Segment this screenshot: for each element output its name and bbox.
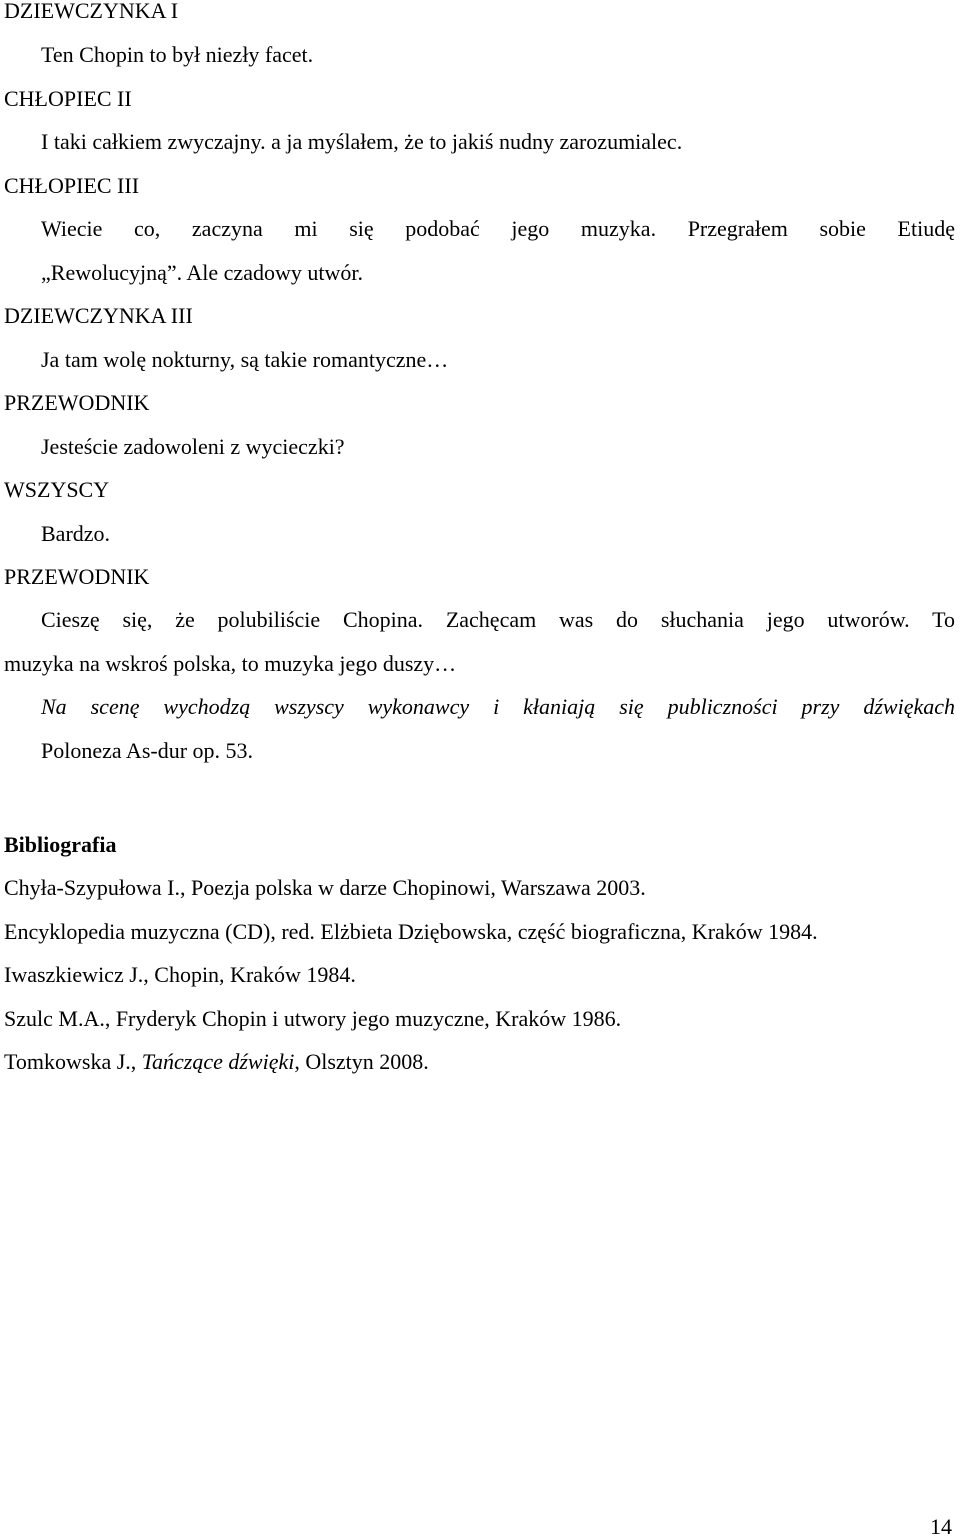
speaker-label: PRZEWODNIK [4,390,150,415]
bibliography-entry [4,1049,429,1075]
bibliography-entry: Szulc M.A., Fryderyk Chopin i utwory jego muzyczne, Kraków 1986. [4,1006,622,1031]
speech-line: muzyka na wskroś polska, to muzyka jego duszy… [4,651,457,676]
speech-line: Jesteście zadowoleni z wycieczki? [41,434,345,459]
speech-line: I taki całkiem zwyczajny. a ja myślałem, że to jakiś nudny zarozumialec. [41,129,683,154]
bibliography-entry: Encyklopedia muzyczna (CD), red. Elżbieta Dziębowska, część biograficzna, Kraków 1984. [4,919,818,944]
stage-direction: Na scenę wychodzą wszyscy wykonawcy i kłaniają się publiczności przy dźwiękach [41,694,955,719]
speech-line: Ja tam wolę nokturny, są takie romantyczne… [41,347,449,372]
bibliography-entry-publication: , Olsztyn 2008. [294,1049,429,1074]
speech-line: Cieszę się, że polubiliście Chopina. Zachęcam was do słuchania jego utworów. To [41,607,955,632]
speaker-label: CHŁOPIEC III [4,173,140,198]
speech-line: „Rewolucyjną”. Ale czadowy utwór. [41,260,363,285]
bibliography-entry: Iwaszkiewicz J., Chopin, Kraków 1984. [4,962,356,987]
speaker-label: DZIEWCZYNKA III [4,303,193,328]
speaker-label: PRZEWODNIK [4,564,150,589]
bibliography-heading: Bibliografia [4,832,117,857]
speech-line: Ten Chopin to był niezły facet. [41,42,314,67]
bibliography-entry: Chyła-Szypułowa I., Poezja polska w darze Chopinowi, Warszawa 2003. [4,875,646,900]
bibliography-entry-title: Tańczące dźwięki [141,1049,295,1074]
speech-line: Wiecie co, zaczyna mi się podobać jego muzyka. Przegrałem sobie Etiudę [41,216,955,241]
stage-direction-continuation: Poloneza As-dur op. 53. [41,738,254,763]
speaker-label: DZIEWCZYNKA I [4,0,179,23]
speech-line: Bardzo. [41,521,111,546]
speaker-label: WSZYSCY [4,477,110,502]
speaker-label: CHŁOPIEC II [4,86,132,111]
bibliography-entry-author: Tomkowska J., [4,1049,142,1074]
page-number: 14 [930,1514,952,1539]
